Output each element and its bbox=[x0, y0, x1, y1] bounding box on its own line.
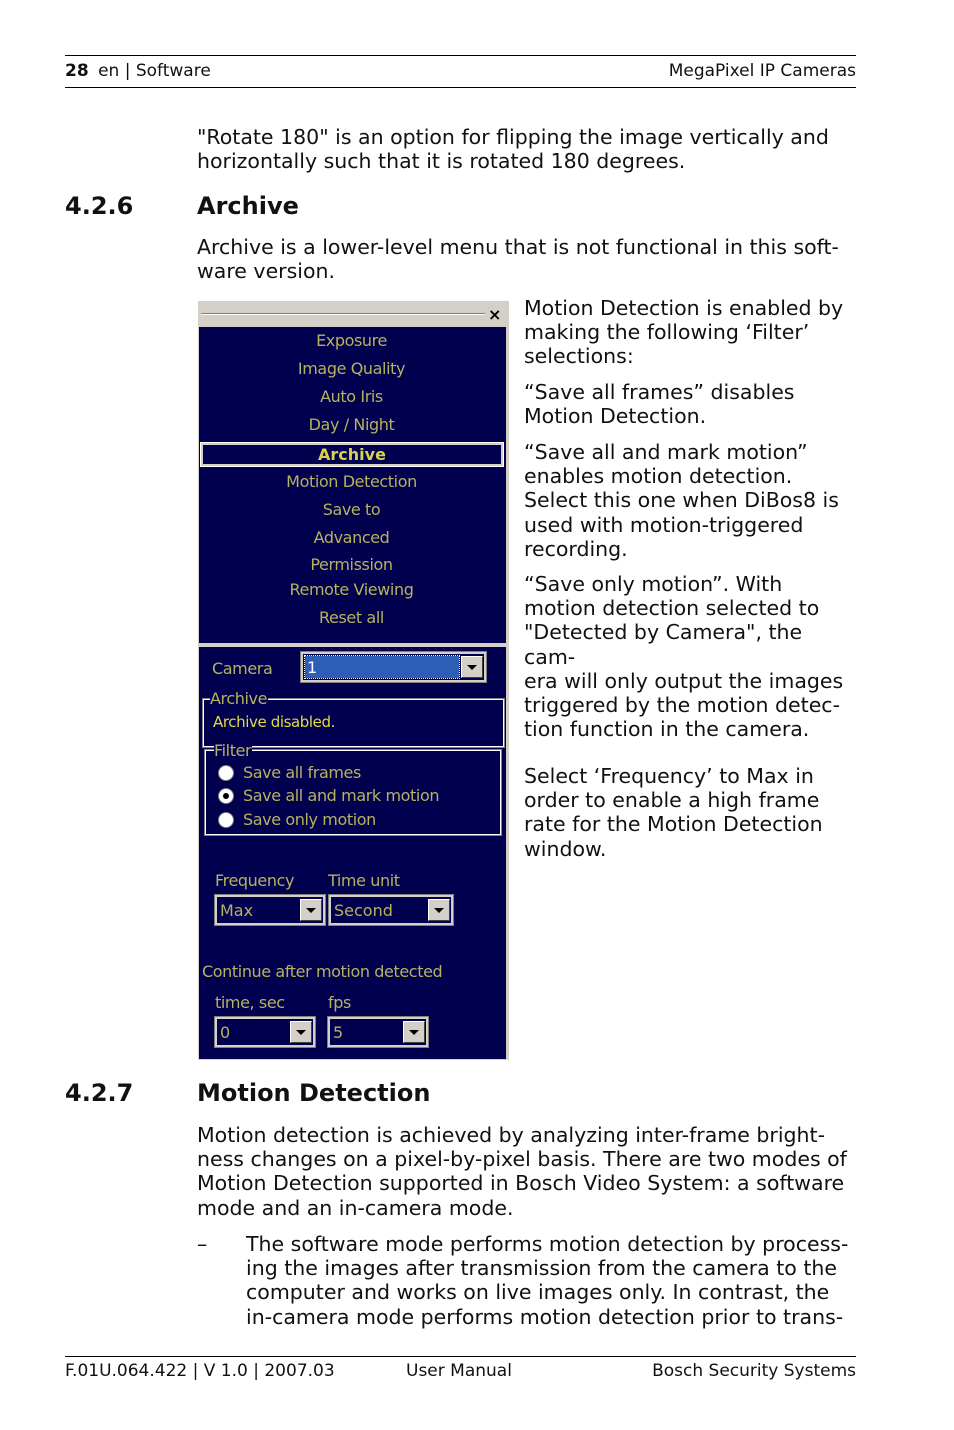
text-line: ware version. bbox=[197, 259, 336, 284]
menu-item-motion-detection[interactable]: Motion Detection bbox=[286, 472, 417, 491]
continue-after-motion-label: Continue after motion detected bbox=[202, 962, 443, 981]
filter-group-label: Filter bbox=[214, 741, 252, 760]
text-line: mode and an in-camera mode. bbox=[197, 1195, 514, 1220]
chevron-down-icon[interactable] bbox=[403, 1021, 425, 1043]
menu-item-save-to[interactable]: Save to bbox=[322, 500, 381, 519]
text-line: used with motion-triggered bbox=[524, 512, 804, 537]
menu-item-advanced[interactable]: Advanced bbox=[313, 528, 390, 547]
text-line: ing the images after transmission from the camera to the bbox=[246, 1256, 837, 1281]
bullet-text bbox=[246, 1232, 848, 1329]
side-paragraph-5 bbox=[524, 764, 856, 861]
text-line: "Rotate 180" is an option for flipping the image vertically and bbox=[197, 125, 829, 149]
chevron-down-icon[interactable] bbox=[290, 1021, 312, 1043]
menu-list bbox=[199, 327, 506, 643]
archive-status: Archive disabled. bbox=[213, 713, 335, 731]
frequency-select[interactable] bbox=[215, 895, 325, 925]
footer-doc-type: User Manual bbox=[406, 1361, 512, 1381]
camera-select[interactable] bbox=[301, 652, 486, 682]
time-unit-select-value: Second bbox=[334, 901, 393, 920]
text-line: enables motion detection. bbox=[524, 464, 793, 489]
menu-item-auto-iris[interactable]: Auto Iris bbox=[320, 387, 383, 406]
text-line: in-camera mode performs motion detection prior to trans- bbox=[246, 1304, 844, 1329]
section-title: Archive bbox=[197, 192, 299, 220]
menu-item-exposure[interactable]: Exposure bbox=[316, 331, 387, 350]
menu-item-reset-all[interactable]: Reset all bbox=[319, 608, 384, 627]
text-line: tion function in the camera. bbox=[524, 717, 810, 742]
camera-label: Camera bbox=[212, 659, 273, 678]
text-line: motion detection selected to bbox=[524, 596, 820, 621]
side-paragraph-3 bbox=[524, 440, 856, 561]
chevron-down-icon[interactable] bbox=[428, 899, 450, 921]
radio-label-save-all-frames: Save all frames bbox=[243, 763, 361, 782]
section-title: Motion Detection bbox=[197, 1079, 431, 1107]
section-number: 4.2.6 bbox=[65, 192, 134, 220]
text-line: computer and works on live images only. In contrast, the bbox=[246, 1280, 830, 1305]
text-line: triggered by the motion detec- bbox=[524, 693, 840, 718]
text-line: window. bbox=[524, 836, 607, 861]
text-line: Motion Detection is enabled by bbox=[524, 296, 844, 320]
text-line: “Save all and mark motion” bbox=[524, 440, 808, 464]
close-icon[interactable]: × bbox=[488, 305, 502, 324]
footer-doc-id: F.01U.064.422 | V 1.0 | 2007.03 bbox=[65, 1361, 335, 1381]
text-line: order to enable a high frame bbox=[524, 788, 820, 813]
text-line: rate for the Motion Detection bbox=[524, 812, 823, 837]
text-line: “Save all frames” disables bbox=[524, 380, 795, 404]
camera-select-highlight bbox=[305, 656, 459, 678]
archive-group-label: Archive bbox=[210, 689, 268, 708]
time-sec-label: time, sec bbox=[215, 993, 285, 1012]
menu-item-image-quality[interactable]: Image Quality bbox=[297, 359, 406, 378]
page-number: 28 bbox=[65, 61, 89, 81]
page-header-left bbox=[65, 61, 211, 81]
side-paragraph-1 bbox=[524, 296, 856, 369]
text-line: horizontally such that it is rotated 180 degrees. bbox=[197, 149, 686, 174]
menu-item-day-night[interactable]: Day / Night bbox=[308, 415, 395, 434]
chevron-down-icon[interactable] bbox=[461, 656, 483, 678]
menu-item-permission[interactable]: Permission bbox=[310, 555, 393, 574]
fps-label: fps bbox=[328, 993, 351, 1012]
text-line: Motion Detection. bbox=[524, 404, 707, 429]
frequency-label: Frequency bbox=[215, 871, 295, 890]
bullet-mark: – bbox=[197, 1232, 208, 1256]
footer-company: Bosch Security Systems bbox=[652, 1361, 856, 1381]
header-top-rule bbox=[65, 55, 856, 56]
text-line: ness changes on a pixel-by-pixel basis. There are two modes of bbox=[197, 1147, 847, 1172]
text-line: Motion Detection supported in Bosch Video System: a software bbox=[197, 1171, 845, 1196]
side-paragraph-2 bbox=[524, 380, 856, 428]
time-unit-select[interactable] bbox=[329, 895, 453, 925]
side-paragraph-4 bbox=[524, 572, 856, 741]
text-line: Motion detection is achieved by analyzing inter-frame bright- bbox=[197, 1123, 825, 1147]
footer-rule bbox=[65, 1356, 856, 1357]
header-section: en | Software bbox=[98, 61, 211, 81]
title-bar-line bbox=[201, 314, 485, 315]
camera-select-value: 1 bbox=[307, 658, 318, 677]
radio-save-all-frames[interactable] bbox=[218, 765, 234, 781]
header-bottom-rule bbox=[65, 87, 856, 88]
intro-paragraph bbox=[197, 125, 829, 173]
time-sec-select-value: 0 bbox=[220, 1023, 231, 1042]
menu-item-remote-viewing[interactable]: Remote Viewing bbox=[289, 580, 414, 599]
fps-select-value: 5 bbox=[333, 1023, 344, 1042]
menu-item-archive-selected[interactable]: Archive bbox=[201, 443, 503, 466]
text-line: recording. bbox=[524, 536, 628, 561]
header-product: MegaPixel IP Cameras bbox=[668, 61, 856, 81]
text-line: Select ‘Frequency’ to Max in bbox=[524, 764, 814, 788]
text-line: era will only output the images bbox=[524, 668, 844, 693]
section-number: 4.2.7 bbox=[65, 1079, 134, 1107]
frequency-select-value: Max bbox=[220, 901, 254, 920]
section-body bbox=[197, 235, 839, 283]
fps-select[interactable] bbox=[328, 1017, 428, 1047]
time-unit-label: Time unit bbox=[328, 871, 400, 890]
radio-label-save-all-and-mark-motion: Save all and mark motion bbox=[243, 786, 440, 805]
text-line: The software mode performs motion detection by process- bbox=[246, 1232, 849, 1256]
text-line: “Save only motion”. With bbox=[524, 572, 783, 596]
settings-panel-screenshot bbox=[197, 300, 509, 1060]
section-body bbox=[197, 1123, 847, 1220]
radio-label-save-only-motion: Save only motion bbox=[243, 810, 376, 829]
chevron-down-icon[interactable] bbox=[300, 899, 322, 921]
text-line: "Detected by Camera", the cam- bbox=[524, 620, 803, 669]
text-line: making the following ‘Filter’ bbox=[524, 320, 810, 345]
radio-save-only-motion[interactable] bbox=[218, 812, 234, 828]
text-line: Archive is a lower-level menu that is not functional in this soft- bbox=[197, 235, 839, 259]
time-sec-select[interactable] bbox=[215, 1017, 315, 1047]
text-line: selections: bbox=[524, 344, 634, 369]
text-line: Select this one when DiBos8 is bbox=[524, 488, 839, 513]
radio-save-all-and-mark-motion[interactable] bbox=[218, 788, 234, 804]
